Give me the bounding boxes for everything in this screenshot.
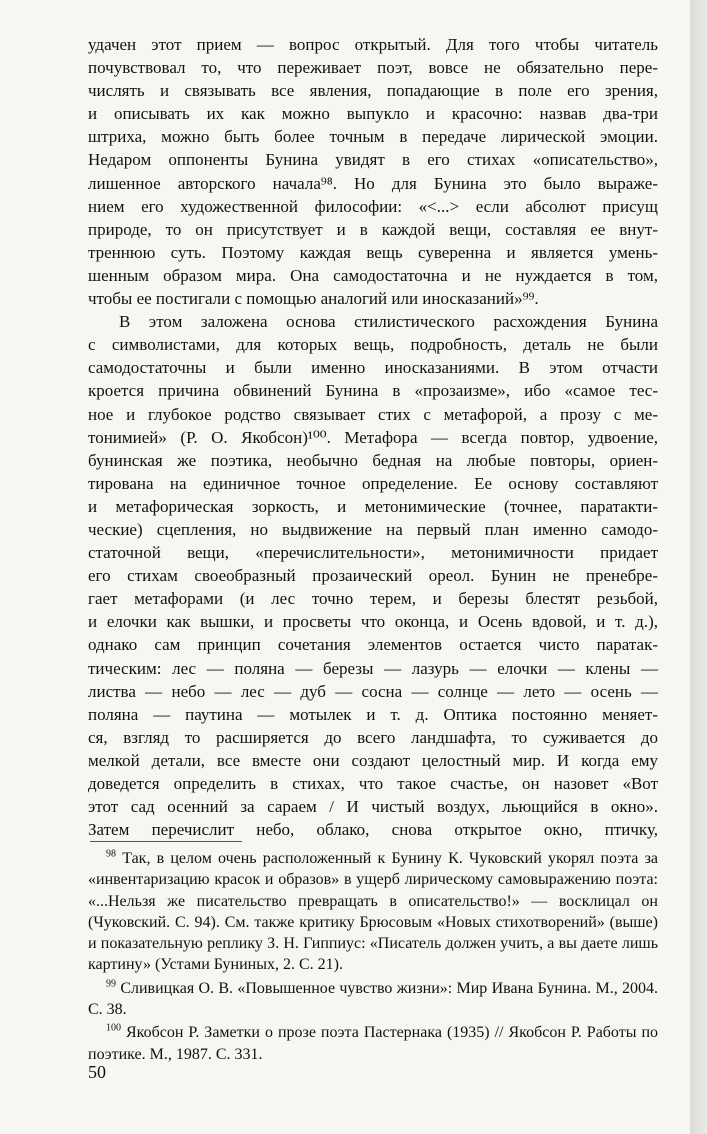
text-line: Затем перечислит небо, облако, снова открытое окно, птичку, [88,820,658,840]
text-line: нием его художественной философии: «<...> если абсолют присущ [88,196,658,216]
text-line: поляна — паутина — мотылек и т. д. Оптика постоянно меняет- [88,704,658,724]
text-line: бунинская же поэтика, необычно бедная на любые повторы, ориен- [88,450,658,470]
text-line: самодостаточны и были именно иносказаниями. В этом отчасти [88,358,658,378]
text-line: природе, то он присутствует и в каждой вещи, составляя ее внут- [88,219,658,239]
footnote-text: Так, в целом очень расположенный к Бунину К. Чуковский укорял поэта за «инвентаризацию красок и образов» в ущерб лирическому самовыражению поэта: «...Нельзя же писательство превращать в описательство!» — восклицал он (Чуковский. С. 94). См. также критику Брюсовым «Новых стихотворений» (выше) и показательную реплику З. Н. Гиппиус: «Писатель должен учить, а вы даете лишь картину» (Устами Буниных, 2. С. 21). [88,850,658,974]
text-line: В этом заложена основа стилистического расхождения Бунина [119,312,658,332]
text-line: и описывать их как можно выпукло и красочно: назвав два-три [88,104,658,124]
text-line: штриха, можно быть более точным в передаче лирической эмоции. [88,127,658,147]
text-line: числять и связывать все явления, попадающие в поле его зрения, [88,81,658,101]
footnote-divider [90,841,242,842]
text-line: шенным образом мира. Она самодостаточна и не нуждается в том, [88,265,658,285]
text-line: лишенное авторского начала⁹⁸. Но для Бунина это было выраже- [88,173,658,193]
text-line: ся, взгляд то расширяется до всего ландшафта, то суживается до [88,727,658,747]
text-line: почувствовал то, что переживает поэт, вовсе не обязательно пере- [88,58,658,78]
text-line: мелкой детали, все вместе они создают целостный мир. И когда ему [88,750,658,770]
text-line: с символистами, для которых вещь, подробность, деталь не были [88,335,658,355]
text-line: тирована на единичное точное определение. Ее основу составляют [88,473,658,493]
text-line: тонимией» (Р. О. Якобсон)¹⁰⁰. Метафора — всегда повтор, удвоение, [88,427,658,447]
text-line: доведется определить в стихах, что такое счастье, он назовет «Вот [88,774,658,793]
text-line: его стихам своеобразный прозаический ореол. Бунин не пренебре- [88,566,658,586]
footnote-number: 98 [106,848,116,860]
text-line: Недаром оппоненты Бунина увидят в его стихах «описательство», [88,150,658,170]
text-line: однако сам принцип сочетания элементов остается чисто паратак- [88,635,658,655]
footnote-text: Якобсон Р. Заметки о прозе поэта Пастернака (1935) // Якобсон Р. Работы по поэтике. М., 1987. С. 331. [88,1024,659,1063]
footnote-number: 99 [106,978,116,990]
text-line: и елочки как вышки, и просветы что оконца, и Осень вдовой, и т. д.), [88,612,658,632]
text-line: ческие) сцепления, но выдвижение на первый план именно самодо- [88,519,658,539]
page-number: 50 [88,1062,106,1082]
text-line: треннюю суть. Поэтому каждая вещь суверенна и является умень- [88,242,658,262]
footnote-99 [88,978,658,1021]
text-line: и метафорическая зоркость, и метонимические (точнее, паратакти- [88,496,658,516]
footnote-100 [88,1022,658,1065]
footnote-text: Сливицкая О. В. «Повышенное чувство жизни»: Мир Ивана Бунина. М., 2004. С. 38. [88,979,658,1019]
footnote-98 [88,848,658,976]
footnotes [88,848,658,1067]
text-line: статочной вещи, «перечислительности», метонимичности придает [88,543,658,563]
paragraph-1 [88,33,658,310]
text-line: чтобы ее постигали с помощью аналогий или иносказаний»⁹⁹. [88,289,539,309]
text-line: этот сад осенний за сараем / И чистый воздух, льющийся в окно». [88,797,658,817]
text-line: тическим: лес — поляна — березы — лазурь — елочки — клены — [88,658,658,678]
text-line: листва — небо — лес — дуб — сосна — солнце — лето — осень — [88,681,658,701]
text-line: кроется причина обвинений Бунина в «прозаизме», ибо «самое тес- [88,381,658,401]
page-edge [690,0,707,1134]
footnote-number: 100 [106,1023,121,1035]
text-line: удачен этот прием — вопрос открытый. Для того чтобы читатель [88,35,658,54]
main-text [88,33,658,841]
paragraph-2 [88,310,658,841]
text-line: ное и глубокое родство связывает стих с метафорой, а прозу с ме- [88,404,658,424]
text-line: гает метафорами (и лес точно терем, и березы блестят резьбой, [88,589,658,609]
